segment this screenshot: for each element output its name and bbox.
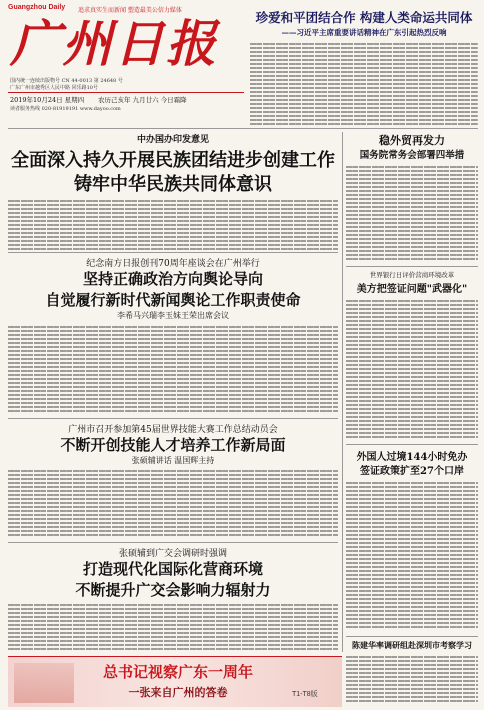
right2-text <box>346 298 478 438</box>
contact-line: 读者服务热线 020-81919191 www.dayoo.com <box>10 106 121 112</box>
top-story <box>250 8 478 128</box>
article-4 <box>8 546 338 652</box>
issue-address: 广东广州市越秀区人民中路 同乐路10号 <box>10 85 98 91</box>
article3-byline: 张硕辅讲话 温国辉主持 <box>131 456 215 465</box>
issue-date: 2019年10月24日 星期四 <box>10 96 85 104</box>
article4-kicker: 张硕辅到广交会调研时强调 <box>118 549 227 559</box>
right-story-3 <box>346 448 478 634</box>
top-story-title: 珍爱和平团结合作 构建人类命运共同体 <box>255 10 473 25</box>
article4-text <box>8 602 338 650</box>
article2-kicker: 纪念南方日报创刊70周年座谈会在广州举行 <box>86 259 260 269</box>
right2-title: 美方把签证问题"武器化" <box>356 284 468 295</box>
lead-title-line1: 全面深入持久开展民族团结进步创建工作 <box>11 150 335 171</box>
slogan: 追求真实生而新闻 塑造最美公信力媒体 <box>78 7 182 14</box>
banner-pages: T1-T8版 <box>292 691 318 698</box>
right-story-4 <box>346 640 478 706</box>
banner-skyline <box>14 663 74 703</box>
masthead <box>8 4 244 112</box>
article2-text <box>8 324 338 412</box>
anniversary-banner[interactable] <box>8 656 342 707</box>
right3-title-line1: 外国人过境144小时免办 <box>356 452 468 463</box>
article2-title-line1: 坚持正确政治方向舆论导向 <box>82 270 263 288</box>
article3-text <box>8 468 338 538</box>
right3-text <box>346 480 478 630</box>
article4-title-line1: 打造现代化国际化营商环境 <box>82 560 263 578</box>
article4-title-line2: 不断提升广交会影响力辐射力 <box>75 581 271 599</box>
right-story-1 <box>346 132 478 264</box>
right-story-2 <box>346 270 478 440</box>
right4-text <box>346 654 478 704</box>
right1-title-line1: 稳外贸再发力 <box>379 134 445 147</box>
right1-title-line2: 国务院常务会部署四举措 <box>359 150 465 161</box>
banner-title: 总书记视察广东一周年 <box>102 663 253 681</box>
logo: 广州日报 <box>10 14 218 73</box>
article-3 <box>8 422 338 542</box>
right3-title-line2: 签证政策扩至27个口岸 <box>360 466 464 477</box>
right4-title: 陈建华率调研组赴深圳市考察学习 <box>352 640 472 650</box>
lead-kicker: 中办国办印发意见 <box>136 135 209 145</box>
lead-title-line2: 铸牢中华民族共同体意识 <box>74 174 272 195</box>
lunar-date: 农历己亥年 九月廿六 今日霜降 <box>98 96 187 104</box>
right2-kicker: 世界银行日评价营商环境改革 <box>369 271 455 279</box>
top-story-text <box>250 41 478 125</box>
right1-text <box>346 164 478 260</box>
issue-info: 国内统一连续出版物号 CN 44-0013 第 24648 号 <box>10 78 123 84</box>
top-story-subtitle: ——习近平主席重要讲话精神在广东引起热烈反响 <box>281 28 447 37</box>
article2-title-line2: 自觉履行新时代新闻舆论工作职责使命 <box>45 291 301 309</box>
english-name: Guangzhou Daily <box>8 4 66 11</box>
article3-kicker: 广州市召开参加第45届世界技能大赛工作总结动员会 <box>68 425 278 435</box>
article-2 <box>8 256 338 416</box>
article2-byline: 李希马兴瑞李玉妹王荣出席会议 <box>117 311 229 320</box>
lead-text <box>8 198 338 250</box>
lead-article <box>8 132 338 252</box>
banner-subtitle: 一张来自广州的答卷 <box>128 686 228 699</box>
article3-title: 不断开创技能人才培养工作新局面 <box>60 436 286 454</box>
